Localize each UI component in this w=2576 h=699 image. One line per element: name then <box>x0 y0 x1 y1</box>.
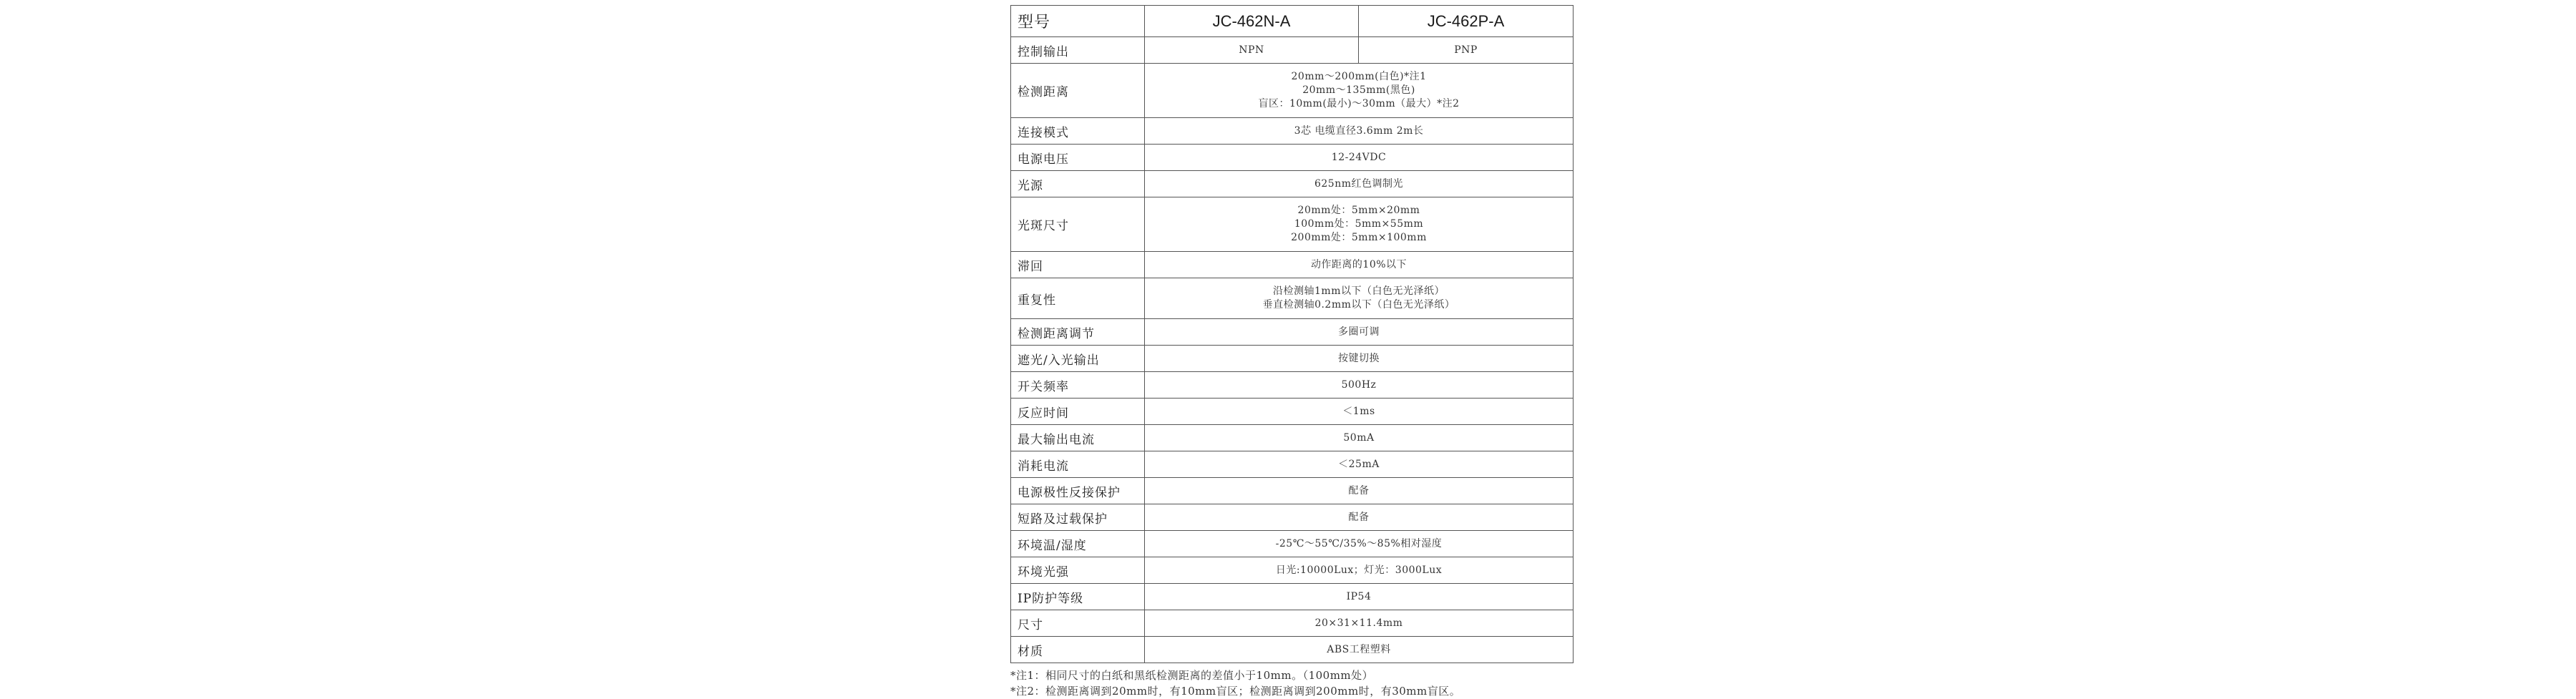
spec-value <box>1145 451 1574 478</box>
spec-label: 电源电压 <box>1011 145 1145 171</box>
footnotes <box>1010 668 1573 699</box>
spec-value <box>1145 637 1574 663</box>
spec-value-pnp: PNP <box>1359 37 1574 64</box>
spec-value <box>1145 197 1574 252</box>
spec-value-line: 日光:10000Lux；灯光：3000Lux <box>1275 564 1443 576</box>
spec-value <box>1145 145 1574 171</box>
spec-row <box>1011 451 1574 478</box>
spec-sheet <box>1010 5 1573 699</box>
spec-row <box>1011 504 1574 531</box>
spec-value-line: 625nm红色调制光 <box>1314 177 1403 190</box>
spec-label: 连接模式 <box>1011 118 1145 145</box>
spec-value <box>1145 346 1574 372</box>
spec-label: 遮光/入光输出 <box>1011 346 1145 372</box>
spec-value-line: ＜1ms <box>1342 405 1375 417</box>
spec-value <box>1145 425 1574 451</box>
spec-row <box>1011 278 1574 319</box>
spec-label: 环境光强 <box>1011 557 1145 584</box>
spec-row <box>1011 399 1574 425</box>
spec-value-line: 多圈可调 <box>1338 326 1380 338</box>
spec-row <box>1011 531 1574 557</box>
spec-row <box>1011 557 1574 584</box>
spec-value <box>1145 584 1574 610</box>
spec-value-line: -25℃～55℃/35%～85%相对湿度 <box>1275 537 1443 549</box>
spec-row <box>1011 372 1574 399</box>
spec-value <box>1145 171 1574 197</box>
spec-row <box>1011 346 1574 372</box>
spec-row <box>1011 118 1574 145</box>
spec-label: 滞回 <box>1011 252 1145 278</box>
spec-row <box>1011 425 1574 451</box>
spec-value-line: 50mA <box>1343 431 1375 444</box>
spec-label: 材质 <box>1011 637 1145 663</box>
spec-row <box>1011 64 1574 118</box>
spec-label: 电源极性反接保护 <box>1011 478 1145 504</box>
spec-label: 消耗电流 <box>1011 451 1145 478</box>
spec-value-line: IP54 <box>1346 590 1372 602</box>
spec-value <box>1145 319 1574 346</box>
spec-label: 反应时间 <box>1011 399 1145 425</box>
spec-value <box>1145 64 1574 118</box>
spec-value <box>1145 252 1574 278</box>
spec-value-line: 按键切换 <box>1338 352 1380 364</box>
spec-label: 检测距离调节 <box>1011 319 1145 346</box>
spec-label: IP防护等级 <box>1011 584 1145 610</box>
spec-value <box>1145 118 1574 145</box>
spec-value <box>1145 278 1574 319</box>
model-label: 型号 <box>1011 6 1145 37</box>
spec-label: 控制输出 <box>1011 37 1145 64</box>
spec-value-line: ABS工程塑料 <box>1327 643 1391 655</box>
spec-row <box>1011 37 1574 64</box>
spec-value-line: 配备 <box>1348 484 1370 497</box>
spec-value <box>1145 504 1574 531</box>
spec-label: 检测距离 <box>1011 64 1145 118</box>
model-pnp: JC-462P-A <box>1359 6 1574 37</box>
spec-value-line: 200mm处：5mm×100mm <box>1291 232 1427 243</box>
spec-value <box>1145 372 1574 399</box>
spec-row <box>1011 145 1574 171</box>
spec-value-line: 20×31×11.4mm <box>1314 617 1403 629</box>
spec-label: 尺寸 <box>1011 610 1145 637</box>
spec-row <box>1011 197 1574 252</box>
spec-value-line: 动作距离的10%以下 <box>1310 258 1407 270</box>
spec-row <box>1011 584 1574 610</box>
footnote-2: *注2：检测距离调到20mm时，有10mm盲区；检测距离调到200mm时，有30mm盲区。 <box>1010 685 1461 698</box>
spec-value <box>1145 610 1574 637</box>
spec-label: 最大输出电流 <box>1011 425 1145 451</box>
spec-value-line: 100mm处：5mm×55mm <box>1294 218 1424 230</box>
spec-value <box>1145 478 1574 504</box>
spec-value-line: 沿检测轴1mm以下（白色无光泽纸） <box>1273 285 1445 297</box>
spec-value-line: 配备 <box>1348 511 1370 523</box>
spec-label: 环境温/湿度 <box>1011 531 1145 557</box>
spec-value-line: 20mm处：5mm×20mm <box>1297 205 1420 216</box>
spec-value-line: 垂直检测轴0.2mm以下（白色无光泽纸） <box>1262 299 1455 311</box>
spec-label: 光斑尺寸 <box>1011 197 1145 252</box>
spec-label: 重复性 <box>1011 278 1145 319</box>
spec-row <box>1011 478 1574 504</box>
spec-value <box>1145 557 1574 584</box>
spec-value-line: 3芯 电缆直径3.6mm 2m长 <box>1294 124 1424 137</box>
spec-value-line: 20mm～135mm(黑色) <box>1302 84 1415 96</box>
spec-row <box>1011 637 1574 663</box>
spec-value-line: 20mm～200mm(白色)*注1 <box>1291 71 1427 82</box>
spec-value <box>1145 399 1574 425</box>
spec-value-npn: NPN <box>1145 37 1359 64</box>
spec-row <box>1011 319 1574 346</box>
spec-row <box>1011 610 1574 637</box>
spec-label: 开关频率 <box>1011 372 1145 399</box>
footnote-1: *注1：相同尺寸的白纸和黑纸检测距离的差值小于10mm。（100mm处） <box>1010 669 1374 682</box>
spec-label: 短路及过载保护 <box>1011 504 1145 531</box>
spec-value-line: 盲区：10mm(最小)～30mm（最大）*注2 <box>1258 98 1460 109</box>
spec-value-line: 500Hz <box>1341 378 1377 391</box>
spec-table <box>1010 5 1574 663</box>
model-npn: JC-462N-A <box>1145 6 1359 37</box>
spec-row <box>1011 252 1574 278</box>
spec-row <box>1011 171 1574 197</box>
spec-value-line: ＜25mA <box>1338 458 1380 470</box>
spec-value-line: 12-24VDC <box>1331 151 1387 163</box>
spec-value <box>1145 531 1574 557</box>
spec-label: 光源 <box>1011 171 1145 197</box>
header-row <box>1011 6 1574 37</box>
